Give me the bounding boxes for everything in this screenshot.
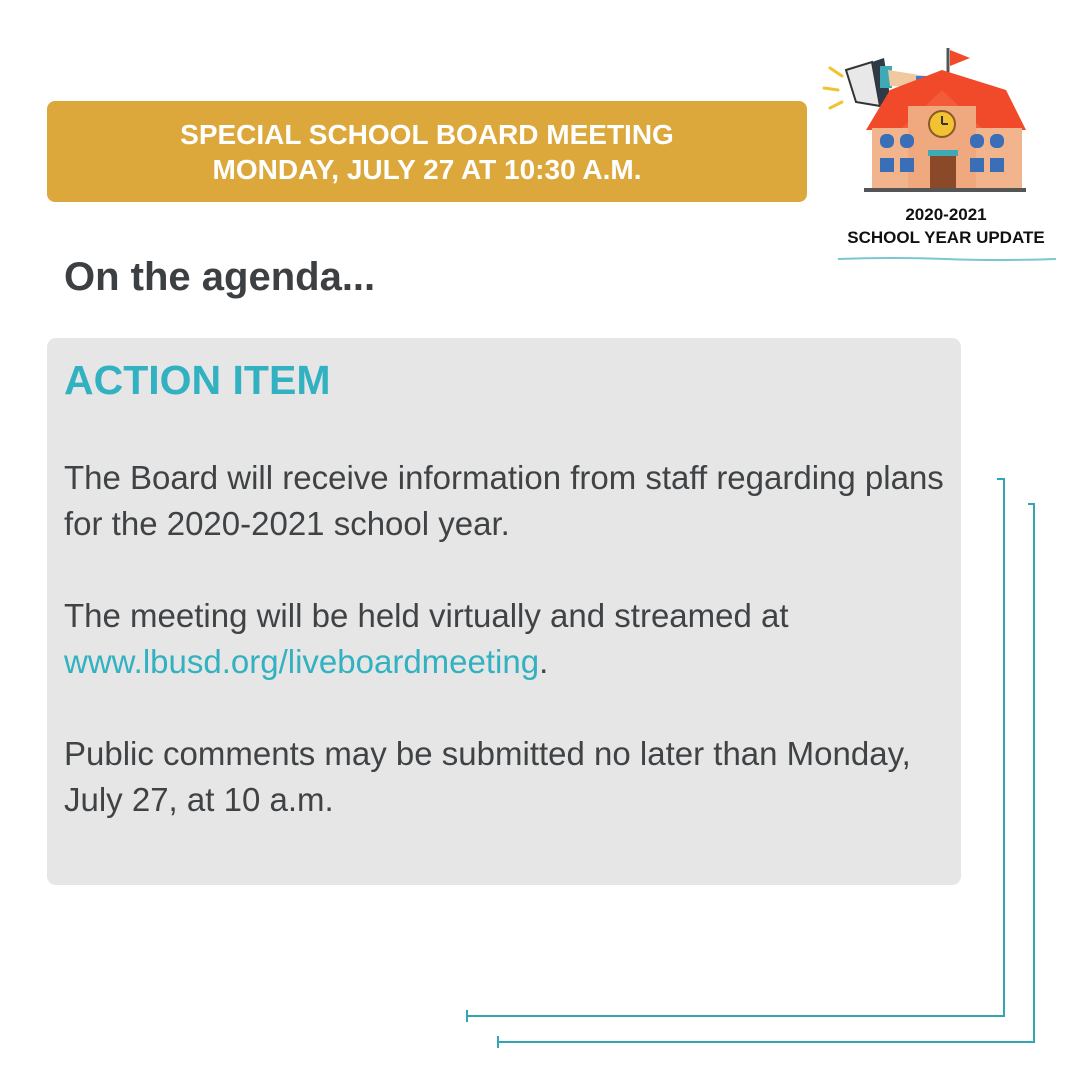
action-item-title: ACTION ITEM	[64, 357, 331, 403]
agenda-heading: On the agenda...	[64, 255, 376, 299]
stream-text-end: .	[539, 643, 549, 680]
stream-text: The meeting will be held virtually and streamed at	[64, 597, 789, 634]
action-paragraph-3: Public comments may be submitted no later than Monday, July 27, at 10 a.m.	[64, 735, 911, 818]
live-board-meeting-link[interactable]: www.lbusd.org/liveboardmeeting	[64, 643, 540, 680]
banner-line-1: SPECIAL SCHOOL BOARD MEETING	[180, 118, 674, 150]
badge-label: SCHOOL YEAR UPDATE	[847, 228, 1045, 247]
action-paragraph-1: The Board will receive information from staff regarding plans for the 2020-2021 school year.	[64, 459, 944, 542]
badge-years: 2020-2021	[905, 205, 987, 224]
banner-line-2: MONDAY, JULY 27 AT 10:30 A.M.	[212, 153, 642, 185]
